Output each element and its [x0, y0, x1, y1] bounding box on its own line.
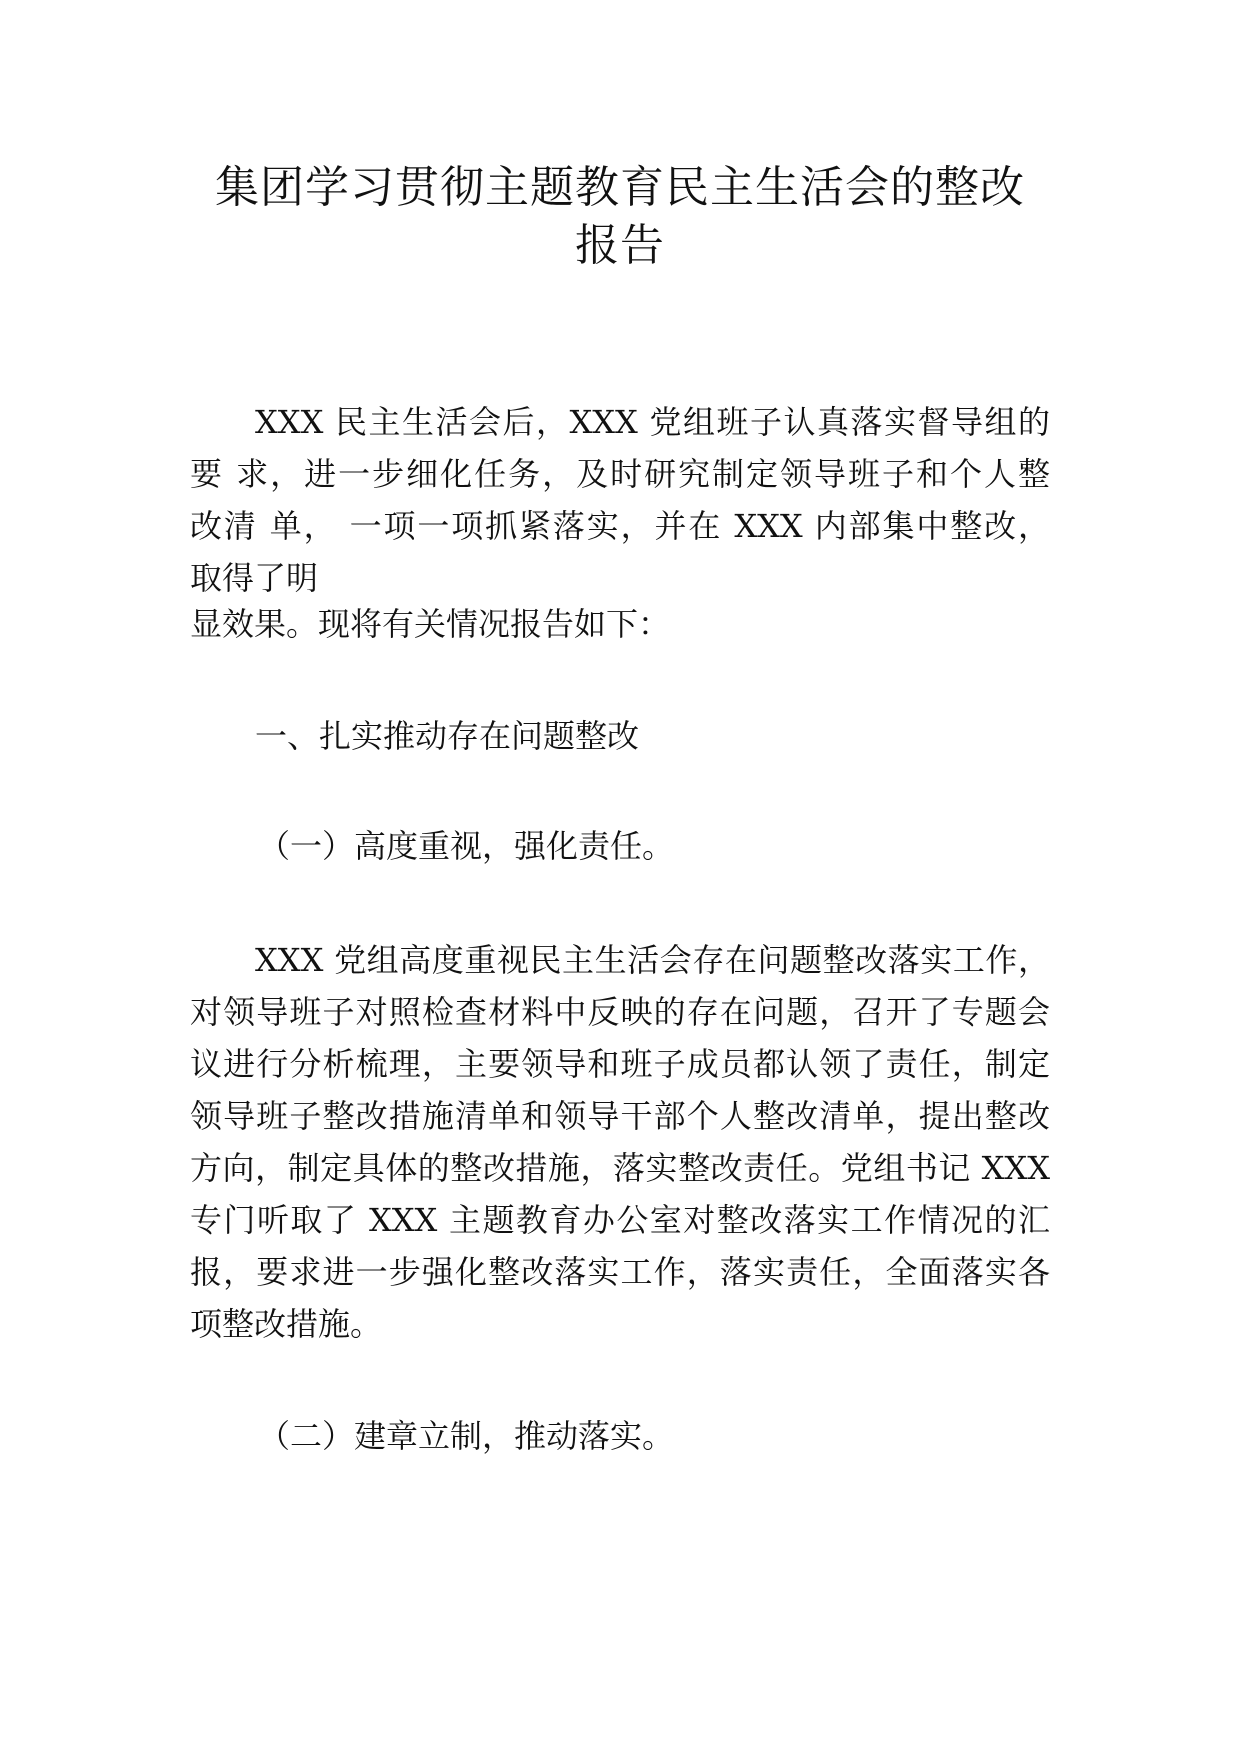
- body-line-5: 方向，制定具体的整改措施，落实整改责任。党组书记 XXX: [190, 1149, 1050, 1187]
- body-line-8: 项整改措施。: [190, 1305, 383, 1343]
- body-line-2: 对领导班子对照检查材料中反映的存在问题，召开了专题会: [190, 993, 1050, 1031]
- section-heading-1: 一、扎实推动存在问题整改: [255, 717, 640, 755]
- subsection-heading-1: （一）高度重视，强化责任。: [258, 827, 675, 865]
- body-line-6: 专门听取了 XXX 主题教育办公室对整改落实工作情况的汇: [190, 1201, 1050, 1239]
- document-title-line-1: 集团学习贯彻主题教育民主生活会的整改: [215, 162, 1025, 213]
- intro-line-1: XXX 民主生活会后，XXX 党组班子认真落实督导组的: [255, 403, 1050, 441]
- document-title-line-2: 报告: [575, 220, 665, 271]
- body-line-7: 报，要求进一步强化整改落实工作，落实责任，全面落实各: [190, 1253, 1050, 1291]
- body-line-4: 领导班子整改措施清单和领导干部个人整改清单，提出整改: [190, 1097, 1050, 1135]
- intro-line-3: 改清 单， 一项一项抓紧落实，并在 XXX 内部集中整改，: [190, 507, 1050, 545]
- intro-line-5: 显效果。现将有关情况报告如下：: [190, 605, 671, 643]
- body-line-3: 议进行分析梳理，主要领导和班子成员都认领了责任，制定: [190, 1045, 1050, 1083]
- body-line-1: XXX 党组高度重视民主生活会存在问题整改落实工作，: [255, 941, 1050, 979]
- intro-line-4: 取得了明: [190, 559, 319, 597]
- intro-line-2: 要 求，进一步细化任务，及时研究制定领导班子和个人整: [190, 455, 1050, 493]
- subsection-heading-2: （二）建章立制，推动落实。: [258, 1417, 675, 1455]
